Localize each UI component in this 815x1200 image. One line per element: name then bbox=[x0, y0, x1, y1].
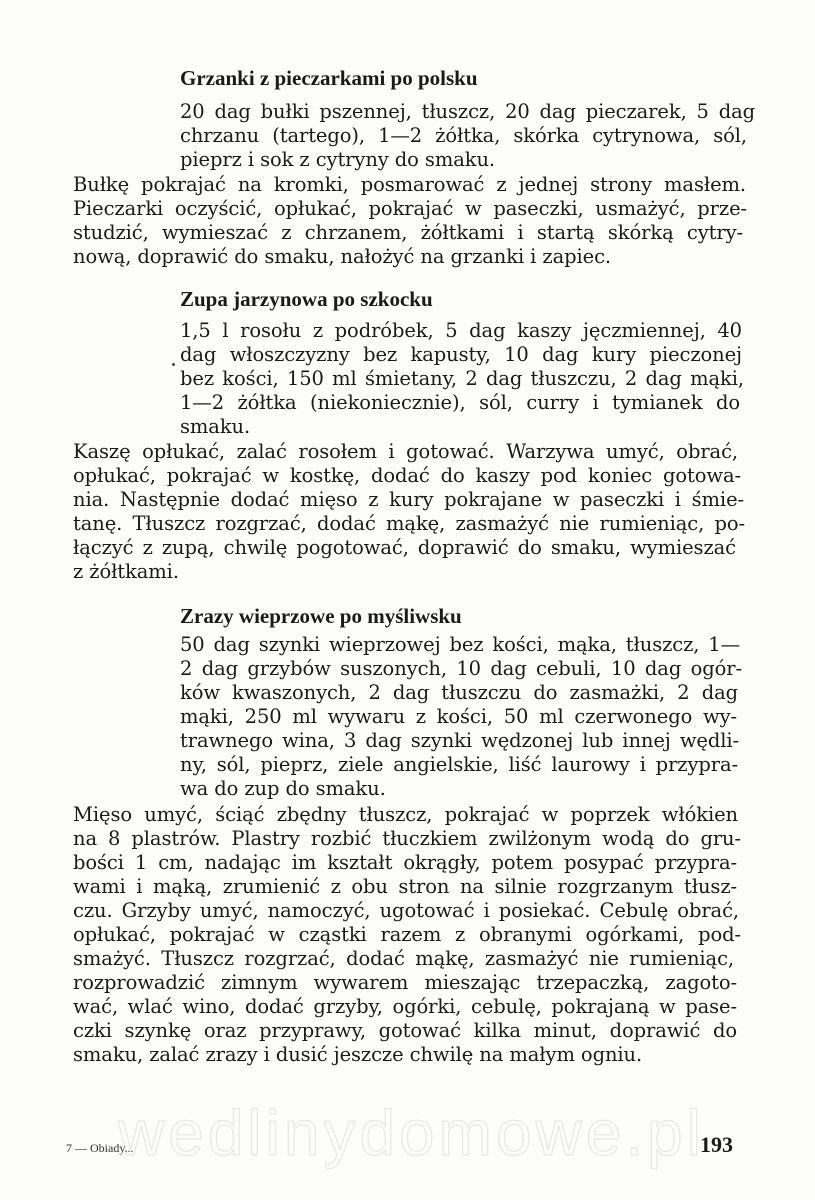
method-line: z żółtkami. bbox=[73, 560, 179, 583]
method-line: studzić, wymieszać z chrzanem, żółtkami i startą skórką cytry- bbox=[73, 221, 743, 244]
ingredient-line: dag włoszczyzny bez kapusty, 10 dag kury pieczonej bbox=[180, 343, 742, 366]
ingredient-line: wa do zup do smaku. bbox=[180, 777, 386, 800]
method-line: Kaszę opłukać, zalać rosołem i gotować. Warzywa umyć, obrać, bbox=[73, 440, 738, 463]
method-line: smażyć. Tłuszcz rozgrzać, dodać mąkę, zasmażyć nie rumieniąc, bbox=[73, 947, 734, 970]
method-line: nową, doprawić do smaku, nałożyć na grzanki i zapiec. bbox=[73, 245, 611, 268]
ingredient-line: ny, sól, pieprz, ziele angielskie, liść laurowy i przypra- bbox=[180, 753, 738, 776]
method-line: tanę. Tłuszcz rozgrzać, dodać mąkę, zasmażyć nie rumieniąc, po- bbox=[73, 512, 745, 535]
ingredient-line: 20 dag bułki pszennej, tłuszcz, 20 dag pieczarek, 5 dag bbox=[180, 100, 755, 123]
method-line: Bułkę pokrajać na kromki, posmarować z jednej strony masłem. bbox=[73, 173, 746, 196]
method-line: czki szynkę oraz przyprawy, gotować kilka minut, doprawić do bbox=[73, 1019, 737, 1042]
ingredient-line: 1—2 żółtka (niekoniecznie), sól, curry i tymianek do bbox=[180, 391, 740, 414]
method-line: wać, wlać wino, dodać grzyby, ogórki, cebulę, pokrajaną w pase- bbox=[73, 995, 737, 1018]
method-line: na 8 plastrów. Plastry rozbić tłuczkiem zwilżonym wodą do gru- bbox=[73, 827, 741, 850]
recipe-title: Zupa jarzynowa po szkocku bbox=[180, 287, 433, 311]
ingredient-line: chrzanu (tartego), 1—2 żółtka, skórka cytrynowa, sól, bbox=[180, 124, 747, 147]
ingredient-line: mąki, 250 ml wywaru z kości, 50 ml czerwonego wy- bbox=[180, 705, 737, 728]
ingredient-line: 2 dag grzybów suszonych, 10 dag cebuli, 10 dag ogór- bbox=[180, 657, 742, 680]
print-speck bbox=[172, 363, 175, 366]
ingredient-line: 50 dag szynki wieprzowej bez kości, mąka, tłuszcz, 1— bbox=[180, 633, 740, 656]
footer-section-label: 7 — Obiady... bbox=[66, 1141, 134, 1155]
recipe-title: Zrazy wieprzowe po myśliwsku bbox=[180, 604, 462, 628]
ingredient-line: smaku. bbox=[180, 415, 251, 438]
ingredient-line: pieprz i sok z cytryny do smaku. bbox=[180, 148, 496, 171]
method-line: Pieczarki oczyścić, opłukać, pokrajać w paseczki, usmażyć, prze- bbox=[73, 197, 747, 220]
method-line: bości 1 cm, nadając im kształt okrągły, potem posypać przypra- bbox=[73, 851, 737, 874]
ingredient-line: 1,5 l rosołu z podróbek, 5 dag kaszy jęczmiennej, 40 bbox=[180, 319, 742, 342]
page-number: 193 bbox=[700, 1132, 733, 1157]
method-line: opłukać, pokrajać w cząstki razem z obranymi ogórkami, pod- bbox=[73, 923, 741, 946]
ingredient-line: ków kwaszonych, 2 dag tłuszczu do zasmażki, 2 dag bbox=[180, 681, 738, 704]
watermark-text: wedlinydomowe.pl bbox=[118, 1097, 705, 1169]
method-line: rozprowadzić zimnym wywarem mieszając trzepaczką, zagoto- bbox=[73, 971, 737, 994]
recipe-title: Grzanki z pieczarkami po polsku bbox=[180, 66, 478, 90]
ingredient-line: trawnego wina, 3 dag szynki wędzonej lub innej wędli- bbox=[180, 729, 739, 752]
method-line: wami i mąką, zrumienić z obu stron na silnie rozgrzanym tłusz- bbox=[73, 875, 737, 898]
ingredient-line: bez kości, 150 ml śmietany, 2 dag tłuszczu, 2 dag mąki, bbox=[180, 367, 744, 390]
method-line: opłukać, pokrajać w kostkę, dodać do kaszy pod koniec gotowa- bbox=[73, 464, 741, 487]
method-line: łączyć z zupą, chwilę pogotować, doprawić do smaku, wymieszać bbox=[73, 536, 736, 559]
method-line: nia. Następnie dodać mięso z kury pokrajane w paseczki i śmie- bbox=[73, 488, 744, 511]
method-line: smaku, zalać zrazy i dusić jeszcze chwilę na małym ogniu. bbox=[73, 1043, 643, 1066]
method-line: Mięso umyć, ściąć zbędny tłuszcz, pokrajać w poprzek włókien bbox=[73, 803, 738, 826]
method-line: czu. Grzyby umyć, namoczyć, ugotować i posiekać. Cebulę obrać, bbox=[73, 899, 739, 922]
